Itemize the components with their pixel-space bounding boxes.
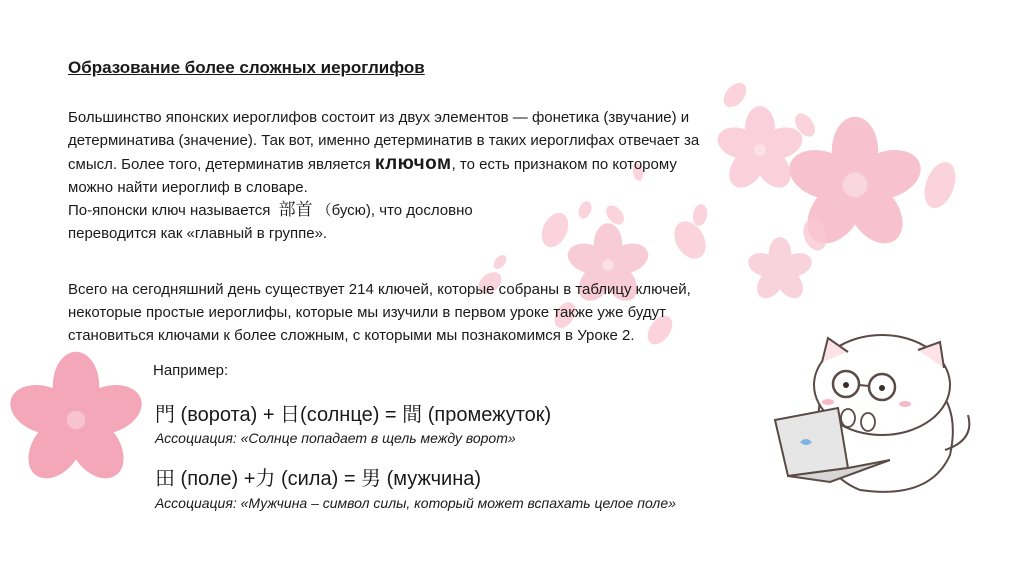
text-span: （бусю), что дословно bbox=[316, 202, 473, 219]
paragraph-line: Всего на сегодняшний день существует 214 ключей, которые собраны в таблицу ключей, bbox=[68, 281, 691, 298]
sakura-flower-icon bbox=[4, 352, 148, 489]
paragraph-line: можно найти иероглиф в словаре. bbox=[68, 179, 308, 196]
paragraph-line: становиться ключами к более сложным, с которыми мы познакомимся в Уроке 2. bbox=[68, 327, 635, 344]
text-span: По-японски ключ называется bbox=[68, 202, 275, 219]
paragraph-line: Большинство японских иероглифов состоит из двух элементов — фонетика (звучание) и bbox=[68, 109, 690, 126]
kanji-bushu: 部首 bbox=[278, 200, 313, 220]
cat-with-laptop-illustration bbox=[775, 335, 969, 492]
example-association: Ассоциация: «Солнце попадает в щель между ворот» bbox=[155, 430, 516, 446]
example-formula: 田 (поле) +力 (сила) = 男 (мужчина) bbox=[155, 468, 482, 490]
text-span: , то есть признаком по которому bbox=[451, 156, 677, 173]
paragraph-line: детерминатива (значение). Так вот, именно детерминатив в таких иероглифах отвечает за bbox=[68, 132, 700, 149]
paragraph-radicals-count bbox=[68, 278, 828, 347]
text-span: смысл. Более того, детерминатив является bbox=[68, 156, 375, 173]
paragraph-line: переводится как «главный в группе». bbox=[68, 225, 328, 242]
example-label: Например: bbox=[153, 362, 229, 379]
example-formula: 門 (ворота) + 日(солнце) = 間 (промежуток) bbox=[155, 404, 552, 426]
keyword-kluch: ключом bbox=[374, 153, 452, 174]
paragraph-line: некоторые простые иероглифы, которые мы изучили в первом уроке также уже будут bbox=[68, 304, 666, 321]
paragraph-determinative bbox=[68, 106, 828, 245]
paragraph-line bbox=[68, 152, 828, 176]
slide-title: Образование более сложных иероглифов bbox=[68, 58, 425, 77]
paragraph-line bbox=[68, 199, 828, 222]
example-association: Ассоциация: «Мужчина – символ силы, который может вспахать целое поле» bbox=[155, 495, 676, 511]
